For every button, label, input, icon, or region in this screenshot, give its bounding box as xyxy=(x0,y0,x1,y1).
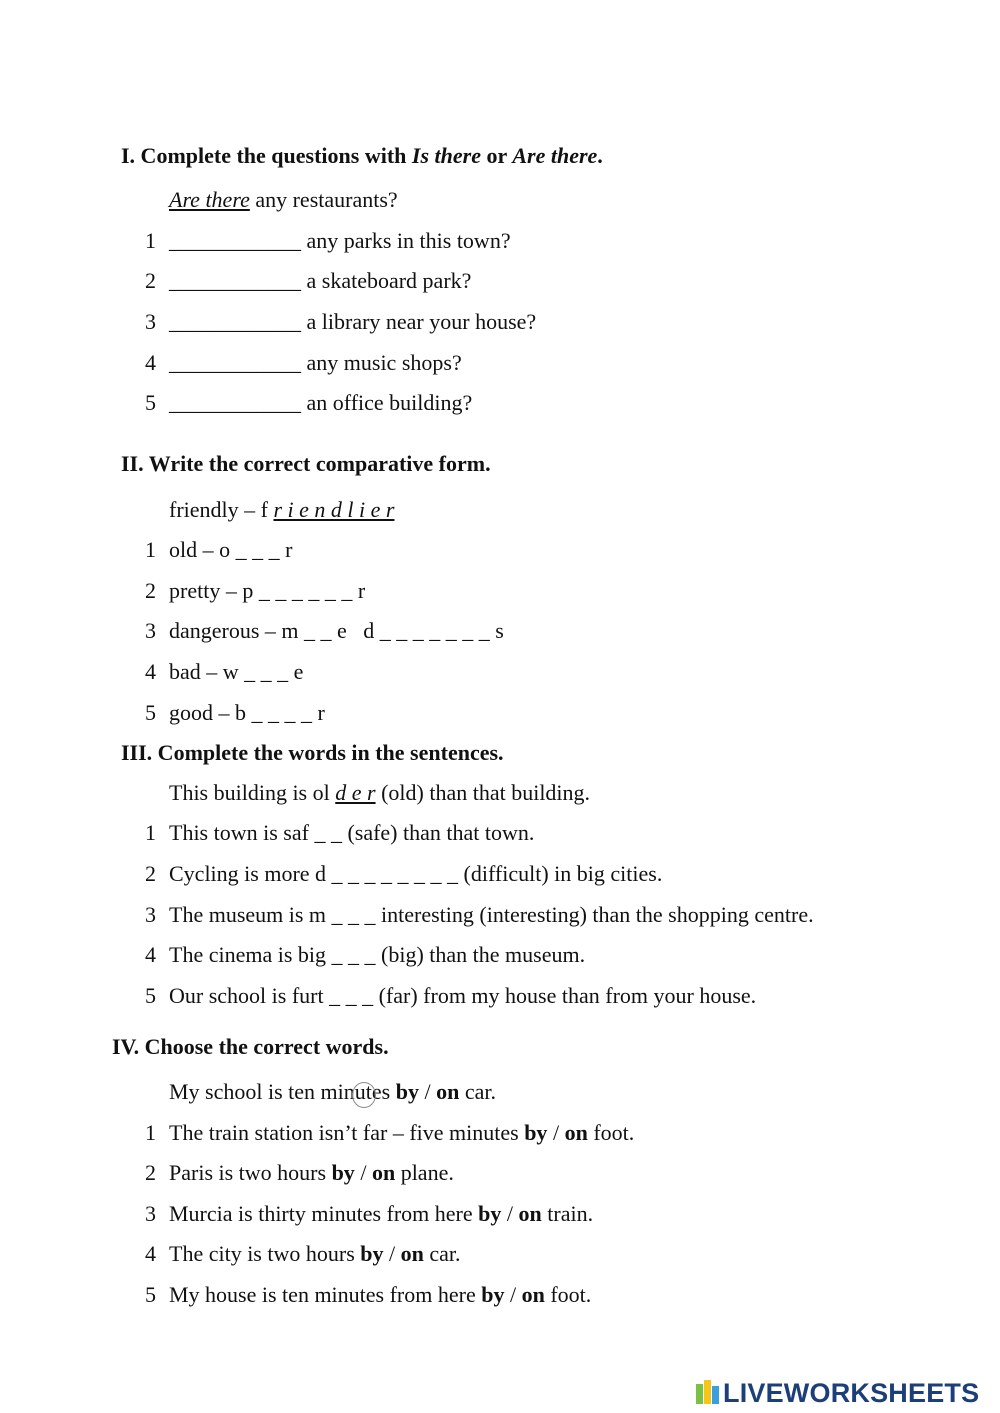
section-1-heading-em2: Are there xyxy=(512,143,598,168)
item-text-after: train. xyxy=(541,1201,594,1226)
item-number: 3 xyxy=(145,309,156,334)
liveworksheets-logo-icon xyxy=(696,1380,720,1406)
option-on[interactable]: on xyxy=(518,1201,542,1226)
item-number: 1 xyxy=(145,820,156,845)
option-on[interactable]: on xyxy=(436,1079,460,1104)
option-by[interactable]: by xyxy=(481,1282,505,1307)
section-1-heading xyxy=(121,142,603,170)
section-1-heading-end: . xyxy=(597,143,603,168)
section-3-example-rest: (old) than that building. xyxy=(375,780,591,805)
section-3-example-answer: d e r xyxy=(335,780,376,805)
item-number: 5 xyxy=(145,983,156,1008)
item-text: any music shops? xyxy=(301,350,462,375)
item-number: 2 xyxy=(145,1160,156,1185)
section-2-example-answer: r i e n d l i e r xyxy=(273,497,395,522)
section-4-example-after: car. xyxy=(459,1079,496,1104)
item-text: any parks in this town? xyxy=(301,228,511,253)
item-number: 2 xyxy=(145,861,156,886)
option-separator: / xyxy=(354,1160,372,1185)
item-text[interactable]: The cinema is big _ _ _ (big) than the museum. xyxy=(169,942,586,967)
option-separator: / xyxy=(547,1120,565,1145)
item-text: a library near your house? xyxy=(301,309,537,334)
option-by[interactable]: by xyxy=(331,1160,355,1185)
item-number: 5 xyxy=(145,700,156,725)
item-text: an office building? xyxy=(301,390,473,415)
item-text[interactable]: dangerous – m _ _ e d _ _ _ _ _ _ _ s xyxy=(169,618,504,643)
brand-name: LIVEWORKSHEETS xyxy=(723,1377,980,1408)
section-3-example xyxy=(169,779,590,807)
option-by[interactable]: by xyxy=(524,1120,548,1145)
item-number: 3 xyxy=(145,902,156,927)
item-number: 1 xyxy=(145,228,156,253)
option-separator: / xyxy=(504,1282,522,1307)
section-3-heading: III. Complete the words in the sentences. xyxy=(121,740,504,765)
option-separator: / xyxy=(418,1079,437,1104)
item-text[interactable]: The museum is m _ _ _ interesting (interesting) than the shopping centre. xyxy=(169,902,814,927)
answer-blank[interactable]: ____________ xyxy=(169,309,301,334)
item-number: 4 xyxy=(145,350,156,375)
item-text-after: foot. xyxy=(544,1282,592,1307)
item-text-after: foot. xyxy=(587,1120,635,1145)
circled-answer-mark xyxy=(352,1082,376,1108)
item-number: 3 xyxy=(145,1201,156,1226)
option-by[interactable]: by xyxy=(360,1241,384,1266)
option-by[interactable]: by xyxy=(395,1079,419,1104)
section-2-example-prefix: friendly – f xyxy=(169,497,274,522)
item-text-after: car. xyxy=(423,1241,461,1266)
item-text[interactable]: old – o _ _ _ r xyxy=(169,537,293,562)
item-number: 4 xyxy=(145,659,156,684)
option-separator: / xyxy=(383,1241,401,1266)
item-number: 3 xyxy=(145,618,156,643)
option-on[interactable]: on xyxy=(521,1282,545,1307)
item-text[interactable]: good – b _ _ _ _ r xyxy=(169,700,325,725)
item-text[interactable]: pretty – p _ _ _ _ _ _ r xyxy=(169,578,366,603)
section-1-example-answer: Are there xyxy=(169,187,250,212)
section-2-heading: II. Write the correct comparative form. xyxy=(121,451,491,476)
liveworksheets-logo[interactable] xyxy=(696,1376,979,1410)
section-1-example-text: any restaurants? xyxy=(249,187,398,212)
option-on[interactable]: on xyxy=(371,1160,396,1185)
section-1-example xyxy=(169,186,398,214)
item-text[interactable]: Our school is furt _ _ _ (far) from my house than from your house. xyxy=(169,983,757,1008)
item-text-before: Paris is two hours xyxy=(169,1160,332,1185)
section-1-heading-em1: Is there xyxy=(411,143,481,168)
section-4-example-before: My school is ten minutes xyxy=(169,1079,396,1104)
section-4-heading: IV. Choose the correct words. xyxy=(112,1034,389,1059)
item-text-before: The city is two hours xyxy=(169,1241,361,1266)
section-1-heading-mid: or xyxy=(480,143,513,168)
item-text: a skateboard park? xyxy=(301,268,472,293)
item-text[interactable]: This town is saf _ _ (safe) than that town. xyxy=(169,820,535,845)
item-number: 5 xyxy=(145,1282,156,1307)
item-number: 4 xyxy=(145,942,156,967)
item-number: 1 xyxy=(145,537,156,562)
item-number: 4 xyxy=(145,1241,156,1266)
item-text-before: The train station isn’t far – five minutes xyxy=(169,1120,525,1145)
item-number: 2 xyxy=(145,578,156,603)
section-4-example xyxy=(169,1078,496,1106)
section-1-heading-prefix: I. Complete the questions with xyxy=(121,143,412,168)
item-number: 1 xyxy=(145,1120,156,1145)
section-3-example-prefix: This building is ol xyxy=(169,780,336,805)
item-number: 2 xyxy=(145,268,156,293)
item-text-before: Murcia is thirty minutes from here xyxy=(169,1201,479,1226)
answer-blank[interactable]: ____________ xyxy=(169,350,301,375)
item-number: 5 xyxy=(145,390,156,415)
item-text-after: plane. xyxy=(395,1160,454,1185)
option-by[interactable]: by xyxy=(478,1201,502,1226)
answer-blank[interactable]: ____________ xyxy=(169,268,301,293)
item-text-before: My house is ten minutes from here xyxy=(169,1282,482,1307)
item-text[interactable]: Cycling is more d _ _ _ _ _ _ _ _ (difficult) in big cities. xyxy=(169,861,663,886)
option-separator: / xyxy=(501,1201,519,1226)
section-2-example xyxy=(169,496,394,524)
answer-blank[interactable]: ____________ xyxy=(169,228,301,253)
option-on[interactable]: on xyxy=(400,1241,424,1266)
answer-blank[interactable]: ____________ xyxy=(169,390,301,415)
option-on[interactable]: on xyxy=(564,1120,588,1145)
item-text[interactable]: bad – w _ _ _ e xyxy=(169,659,304,684)
